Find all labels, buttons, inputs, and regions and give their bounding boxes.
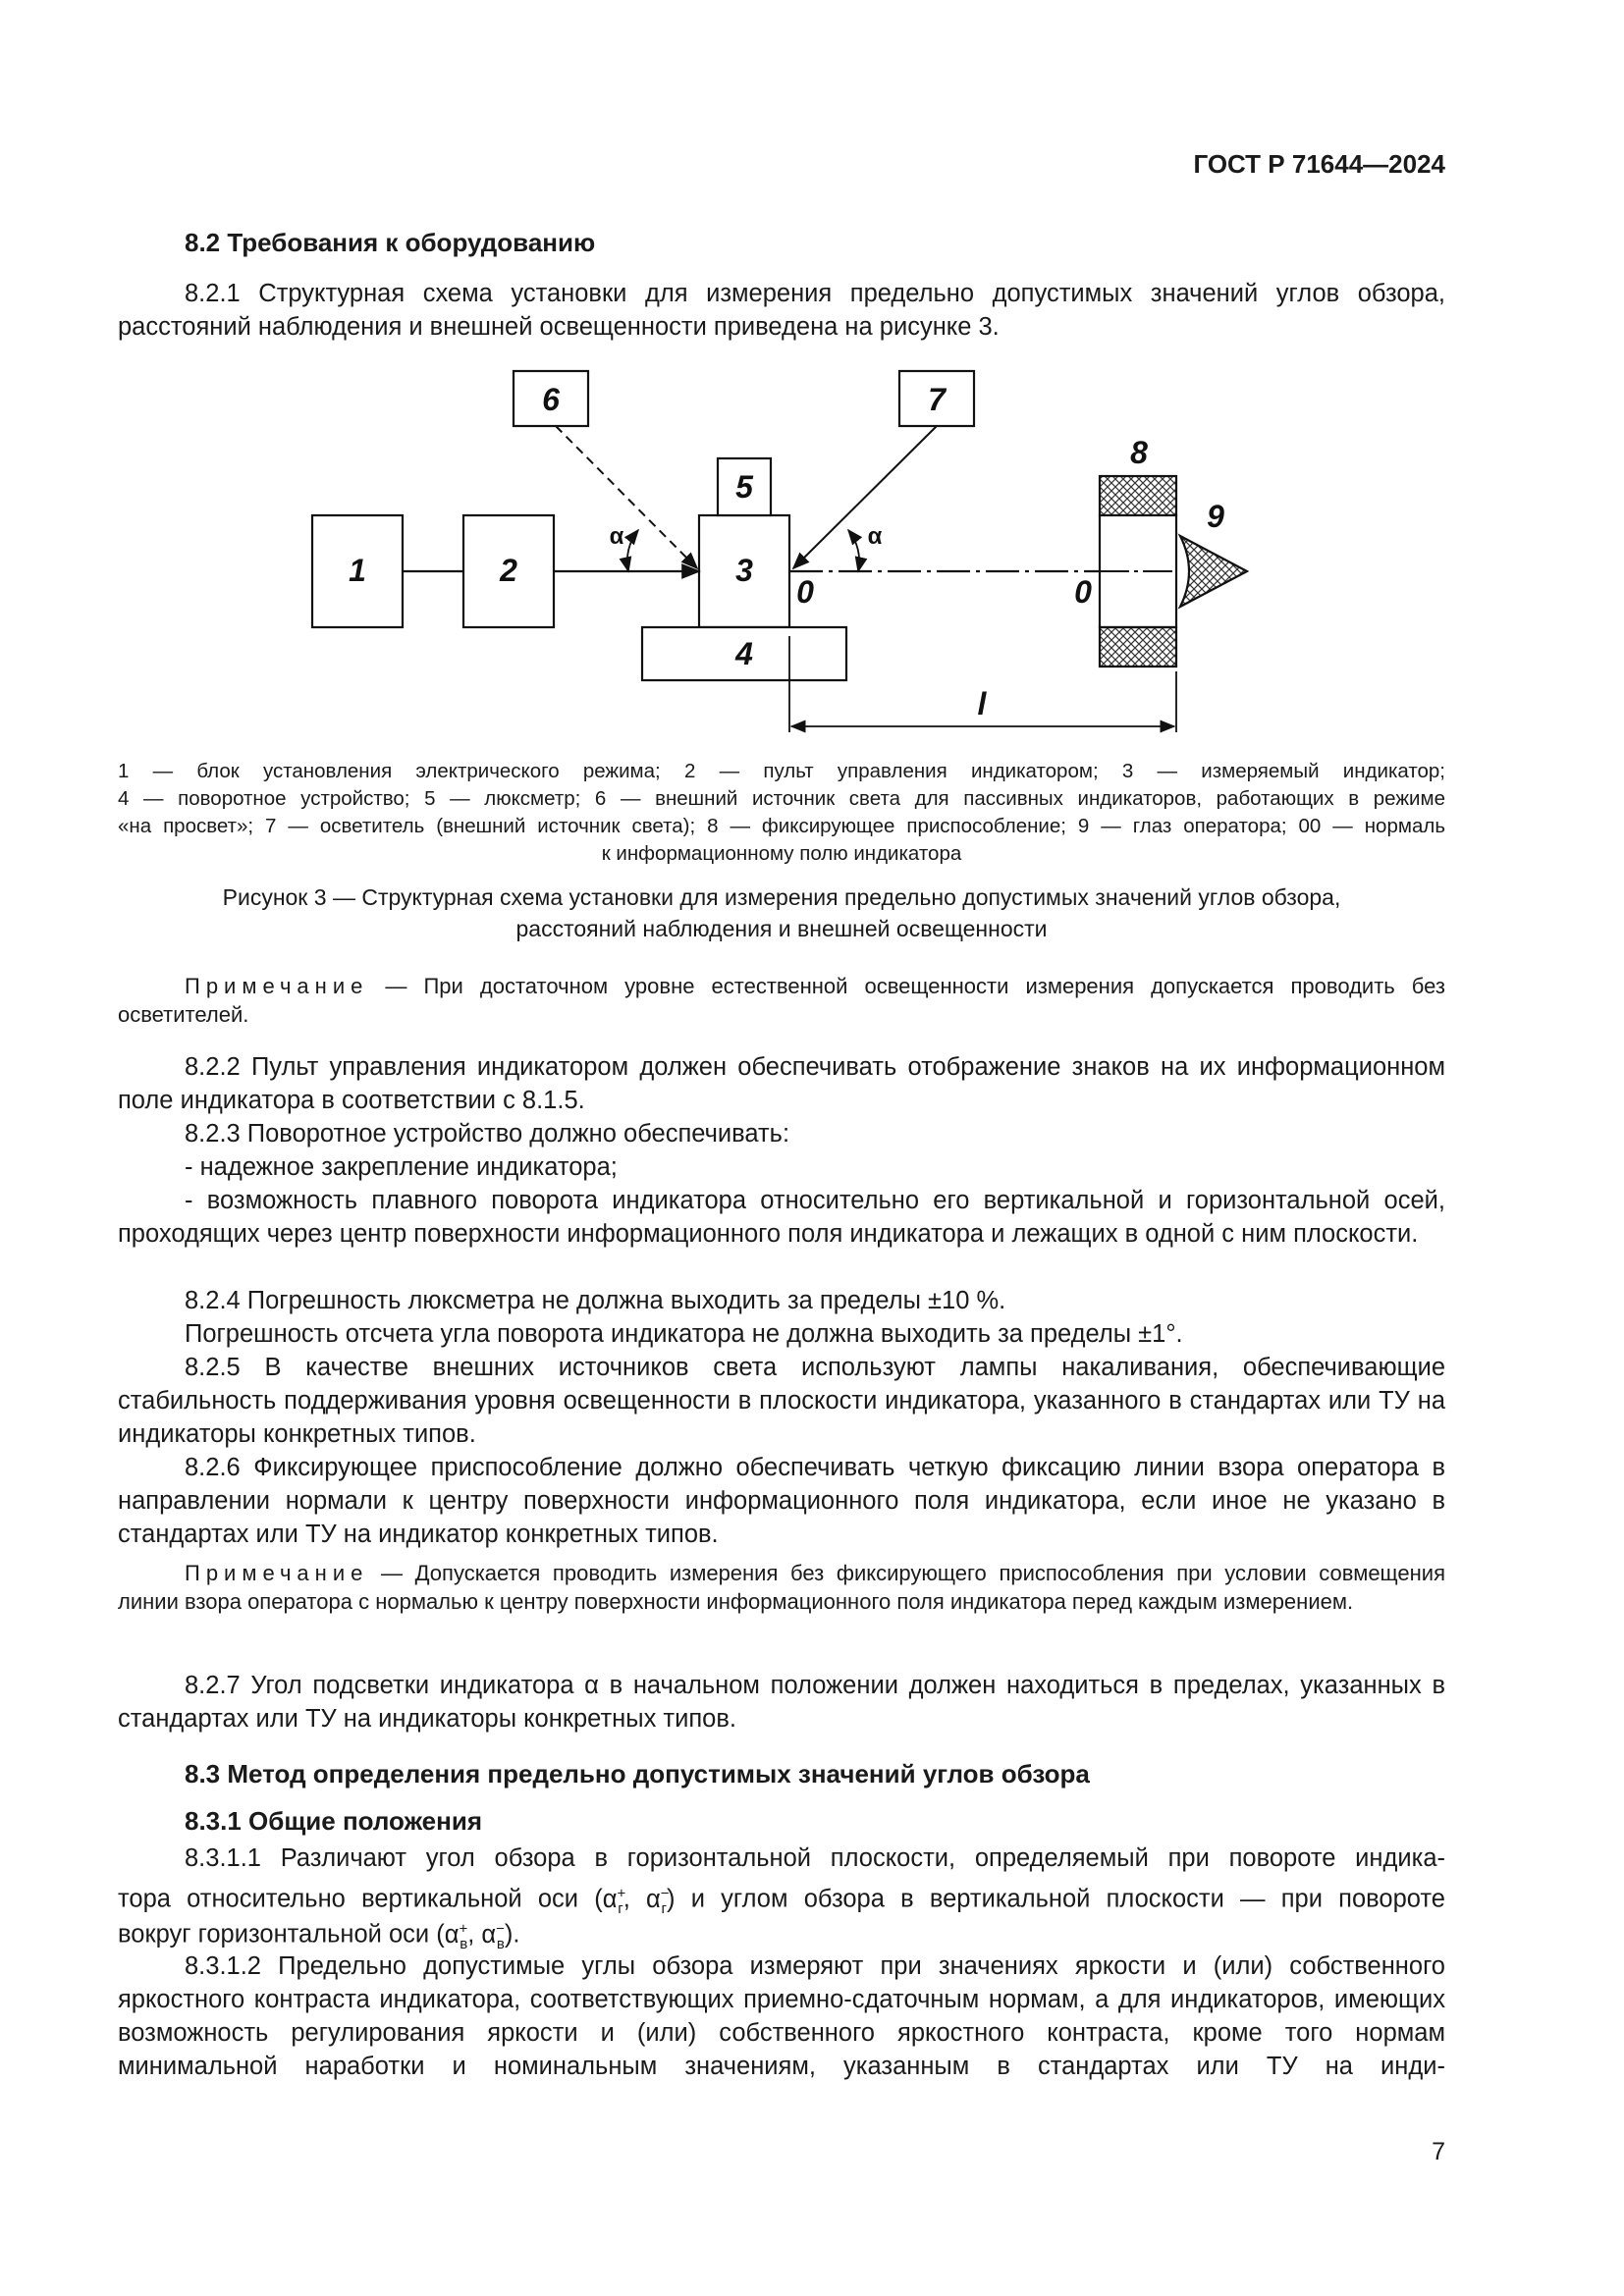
alpha-g-minus: $\alpha^-_г$ — [646, 1885, 670, 1917]
fixing-device-top — [1100, 476, 1176, 515]
paragraph-8-3-1-1-line-2: тора относительно вертикальной оси ($\alpha^+_г$, $\alpha^-_г$) и углом обзора в вертикальной плоскости — при повороте — [118, 1885, 1445, 1917]
section-8-3-heading: 8.3 Метод определения предельно допустимых значений углов обзора — [185, 1759, 1090, 1789]
paragraph-8-2-1: 8.2.1 Структурная схема установки для измерения предельно допустимых значений углов обзора, расстояний наблюдения и внешней освещенности приведена на рисунке 3. — [118, 280, 1445, 341]
alpha-v-minus: $\alpha^-_в$ — [481, 1920, 505, 1952]
note-1 — [118, 972, 1445, 1029]
paragraph-8-2-4-b: Погрешность отсчета угла поворота индикатора не должна выходить за пределы ±1°. — [185, 1320, 1183, 1348]
label-4: 4 — [735, 636, 753, 671]
label-8: 8 — [1130, 435, 1148, 470]
text-fragment: вокруг горизонтальной оси ( — [118, 1920, 445, 1949]
figure-caption-line-2: расстояний наблюдения и внешней освещенности — [515, 916, 1048, 941]
figure-legend-line-1: 1 — блок установления электрического режима; 2 — пульт управления индикатором; 3 — измеряемый индикатор; — [118, 760, 1445, 782]
label-1: 1 — [349, 553, 366, 588]
note-text: — Допускается проводить измерения без фиксирующего приспособления при условии совмещения линии взора оператора с нормалью к центру поверхности информационного поля индикатора перед каждым измерением. — [118, 1561, 1445, 1614]
paragraph-8-2-3: 8.2.3 Поворотное устройство должно обеспечивать: — [185, 1120, 790, 1148]
page-number: 7 — [1432, 2138, 1445, 2165]
paragraph-8-2-5: 8.2.5 В качестве внешних источников света используют лампы накаливания, обеспечивающие стабильность поддерживания уровня освещенности в плоскости индикатора, указанного в стандартах или ТУ на индикаторы конкретных типов. — [118, 1354, 1445, 1448]
note-text: — При достаточном уровне естественной освещенности измерения допускается проводить без осветителей. — [118, 974, 1445, 1027]
label-6: 6 — [542, 382, 560, 417]
light-ray-7 — [793, 426, 937, 568]
label-5: 5 — [735, 469, 753, 505]
label-alpha-left: α — [609, 523, 624, 550]
paragraph-8-3-1-2: 8.3.1.2 Предельно допустимые углы обзора измеряют при значениях яркости и (или) собственного яркостного контраста индикатора, соответствующих приемно-сдаточным нормам, а для индикаторов, имеющих возможность регулирования яркости и (или) собственного яркостного контраста, кроме того нормам минимальной наработки и номинальным значениям, указанным в стандартах или ТУ на инди- — [118, 1952, 1445, 2080]
document-id: ГОСТ Р 71644—2024 — [1193, 149, 1445, 179]
paragraph-8-2-3-item-a: - надежное закрепление индикатора; — [185, 1153, 618, 1181]
section-8-2-heading: 8.2 Требования к оборудованию — [185, 228, 596, 257]
alpha-g-plus: $\alpha^+_г$ — [602, 1885, 626, 1917]
paragraph-8-2-4: 8.2.4 Погрешность люксметра не должна выходить за пределы ±10 %. — [185, 1287, 1006, 1314]
figure-legend-line-4: к информационному полю индикатора — [601, 842, 962, 865]
label-distance: l — [977, 686, 987, 721]
paragraph-8-3-1-1-line-3: вокруг горизонтальной оси ($\alpha^+_в$, $\alpha^-_в$). — [118, 1920, 520, 1952]
operator-eye — [1180, 536, 1247, 607]
figure-caption-line-1: Рисунок 3 — Структурная схема установки для измерения предельно допустимых значений углов обзора, — [222, 884, 1341, 910]
setup-diagram — [0, 353, 1624, 756]
text-fragment: ). — [504, 1920, 520, 1949]
note-label: Примечание — [185, 974, 369, 998]
paragraph-8-2-6: 8.2.6 Фиксирующее приспособление должно обеспечивать четкую фиксацию линии взора оператора в направлении нормали к центру поверхности информационного поля индикатора, если иное не указано в стандартах или ТУ на индикатор конкретных типов. — [118, 1454, 1445, 1548]
label-zero-right: 0 — [1074, 574, 1092, 610]
label-7: 7 — [928, 382, 946, 417]
paragraph-8-2-7: 8.2.7 Угол подсветки индикатора α в начальном положении должен находиться в пределах, указанных в стандартах или ТУ на индикаторы конкретных типов. — [118, 1672, 1445, 1733]
figure-legend-line-3: «на просвет»; 7 — осветитель (внешний источник света); 8 — фиксирующее приспособление; 9 — глаз оператора; 00 — нормаль — [118, 815, 1445, 837]
label-3: 3 — [735, 553, 753, 588]
note-2 — [118, 1559, 1445, 1616]
light-ray-6 — [556, 426, 697, 568]
section-8-3-1-heading: 8.3.1 Общие положения — [185, 1806, 482, 1836]
paragraph-8-3-1-1-line-1: 8.3.1.1 Различают угол обзора в горизонтальной плоскости, определяемый при повороте индика- — [185, 1844, 1445, 1872]
paragraph-8-2-3-item-b: - возможность плавного поворота индикатора относительно его вертикальной и горизонтальной осей, проходящих через центр поверхности информационного поля индикатора и лежащих в одной с ним плоскости. — [118, 1187, 1445, 1248]
text-fragment: ) и углом обзора в вертикальной плоскости — при повороте — [667, 1885, 1445, 1913]
label-2: 2 — [500, 553, 517, 588]
paragraph-8-2-2: 8.2.2 Пульт управления индикатором должен обеспечивать отображение знаков на их информационном поле индикатора в соответствии с 8.1.5. — [118, 1053, 1445, 1114]
note-label: Примечание — [185, 1561, 369, 1585]
label-9: 9 — [1207, 499, 1224, 534]
text-fragment: тора относительно вертикальной оси ( — [118, 1885, 603, 1913]
fixing-device-bottom — [1100, 627, 1176, 667]
label-alpha-right: α — [867, 523, 883, 550]
label-zero-left: 0 — [796, 574, 814, 610]
alpha-v-plus: $\alpha^+_в$ — [444, 1920, 468, 1952]
figure-legend-line-2: 4 — поворотное устройство; 5 — люксметр; 6 — внешний источник света для пассивных индикаторов, работающих в режиме — [118, 787, 1445, 810]
